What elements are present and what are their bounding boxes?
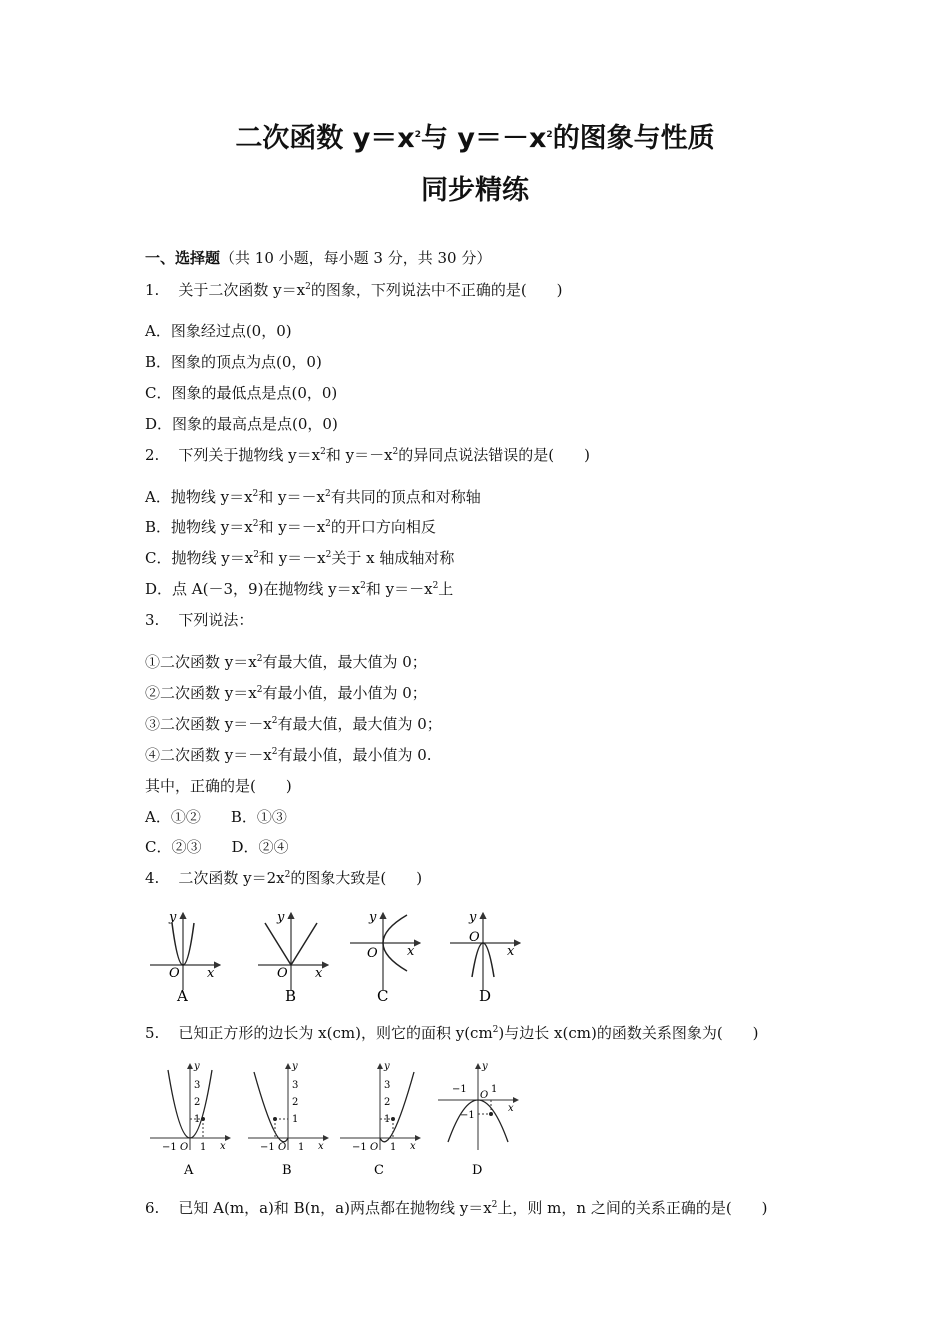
tick-label: −1: [260, 1142, 275, 1153]
statement-text: 有最大值，最大值为 0；: [277, 715, 442, 733]
sup: 2: [324, 489, 331, 499]
tick-label: −1: [452, 1084, 467, 1095]
section-label: 一、选择题: [145, 249, 221, 267]
question-3: [145, 609, 253, 630]
graph-label: C: [374, 1163, 384, 1178]
sup: 2: [325, 550, 332, 560]
tick-label: 1: [390, 1142, 397, 1153]
tick-label: 3: [194, 1080, 201, 1091]
statement-text: ④二次函数 y＝－x: [145, 746, 272, 764]
option-text: 上: [438, 580, 454, 598]
q1-option-b: B．图象的顶点为点(0，0): [145, 353, 322, 371]
q5-graph-d: [438, 1061, 518, 1178]
tick-label: −1: [162, 1142, 177, 1153]
sup: 2: [271, 747, 278, 757]
graph-label: A: [184, 1163, 194, 1178]
option-text: 和 y＝－x: [258, 549, 326, 567]
sup: 2: [414, 130, 421, 140]
q1-option-c: C．图象的最低点是点(0，0): [145, 384, 338, 402]
question-4: [145, 867, 422, 888]
tick-label: 1: [491, 1084, 498, 1095]
question-text: 的图象，下列说法中不正确的是( ): [310, 281, 563, 299]
option-text: D．点 A(－3，9)在抛物线 y＝x: [145, 580, 361, 598]
q3-statement-3: [145, 713, 442, 734]
question-text: 已知 A(m，a)和 B(n，a)两点都在抛物线 y＝x: [178, 1199, 492, 1217]
option-text: B．抛物线 y＝x: [145, 518, 253, 536]
q3-statement-1: [145, 651, 427, 672]
question-text: 的异同点说法错误的是( ): [398, 446, 590, 464]
question-text: 上，则 m，n 之间的关系正确的是( ): [497, 1199, 768, 1217]
q3-options-row-1: A．①② B．①③: [145, 808, 287, 826]
q5-graph-b: [248, 1061, 328, 1178]
option-text: 有共同的顶点和对称轴: [330, 488, 481, 506]
option-text: 的开口方向相反: [330, 518, 436, 536]
x-label: x: [315, 966, 323, 981]
origin-label: O: [370, 1142, 379, 1153]
question-number: 3.: [145, 611, 160, 629]
question-text: 和 y＝－x: [325, 446, 393, 464]
question-text: 已知正方形的边长为 x(cm)，则它的面积 y(cm: [178, 1024, 493, 1042]
tick-label: 2: [194, 1097, 201, 1108]
title-part: 与 y＝－x: [421, 123, 547, 154]
graph-label: C: [377, 987, 389, 1005]
x-label: x: [318, 1141, 324, 1152]
option-text: 和 y＝－x: [258, 518, 326, 536]
sup: 2: [320, 447, 326, 457]
sup: 2: [256, 654, 263, 664]
option-text: A．抛物线 y＝x: [145, 488, 253, 506]
tick-label: 2: [292, 1097, 299, 1108]
q2-option-b: [145, 516, 436, 537]
question-number: 2.: [145, 446, 160, 464]
y-label: y: [292, 1061, 298, 1072]
x-label: x: [507, 944, 515, 959]
question-text: 关于二次函数 y＝x: [178, 281, 306, 299]
question-number: 1.: [145, 281, 160, 299]
tick-label: 1: [298, 1142, 305, 1153]
x-label: x: [410, 1141, 416, 1152]
option-text: 关于 x 轴成轴对称: [331, 549, 455, 567]
point: [201, 1117, 205, 1121]
sup: 2: [305, 282, 311, 292]
statement-text: ②二次函数 y＝x: [145, 684, 257, 702]
statement-text: ①二次函数 y＝x: [145, 653, 257, 671]
x-label: x: [220, 1141, 226, 1152]
q4-graphs: [145, 905, 535, 1005]
x-label: x: [207, 966, 215, 981]
y-label: y: [277, 910, 285, 925]
graph-label: D: [472, 1163, 483, 1178]
statement-text: 有最小值，最小值为 0.: [277, 746, 432, 764]
sup: 2: [432, 581, 439, 591]
question-number: 6.: [145, 1199, 160, 1217]
sup: 2: [252, 489, 259, 499]
statement-text: 有最大值，最大值为 0；: [262, 653, 427, 671]
point: [489, 1112, 493, 1116]
tick-label: 3: [292, 1080, 299, 1091]
point: [391, 1117, 395, 1121]
sup: 2: [256, 685, 263, 695]
sup: 2: [253, 550, 259, 560]
x-label: x: [407, 944, 415, 959]
question-6: [145, 1197, 768, 1218]
y-label: y: [369, 910, 377, 925]
q4-graph-d: [450, 910, 520, 1005]
page-subtitle: 同步精练: [421, 175, 529, 206]
q5-graphs: [148, 1058, 538, 1183]
q2-option-c: [145, 547, 454, 568]
option-text: 和 y＝－x: [258, 488, 325, 506]
graph-label: D: [479, 987, 492, 1005]
option-text: C．抛物线 y＝x: [145, 549, 254, 567]
section-header: [145, 247, 491, 268]
sup: 2: [284, 870, 291, 880]
q3-options-row-2: C．②③ D．②④: [145, 838, 289, 856]
q4-graph-a: [150, 910, 220, 1005]
sup: 2: [546, 130, 553, 140]
page-title: [0, 116, 950, 155]
sup: 2: [252, 519, 259, 529]
origin-label: O: [469, 930, 480, 945]
question-text: 下列关于抛物线 y＝x: [178, 446, 321, 464]
question-text: 二次函数 y＝2x: [178, 869, 285, 887]
q3-statement-2: [145, 682, 427, 703]
q5-graph-a: [150, 1061, 230, 1178]
q4-graph-c: [350, 910, 420, 1005]
question-text: 的图象大致是( ): [290, 869, 423, 887]
tick-label: −1: [460, 1110, 475, 1121]
x-label: x: [508, 1103, 514, 1114]
graph-label: A: [177, 987, 188, 1005]
question-text: )与边长 x(cm)的函数关系图象为( ): [498, 1024, 759, 1042]
q3-statement-4: [145, 744, 432, 765]
graph-label: B: [285, 987, 297, 1005]
question-1: [145, 279, 563, 300]
q4-graph-b: [258, 910, 328, 1005]
title-part: 二次函数 y＝x: [235, 123, 415, 154]
q5-graph-c: [340, 1061, 420, 1178]
sup: 2: [271, 716, 278, 726]
graph-label: B: [282, 1163, 292, 1178]
y-label: y: [169, 910, 177, 925]
tick-label: −1: [352, 1142, 367, 1153]
y-label: y: [482, 1061, 488, 1072]
tick-label: 1: [292, 1114, 299, 1125]
q1-option-d: D．图象的最高点是点(0，0): [145, 415, 338, 433]
q2-option-d: [145, 578, 453, 599]
origin-label: O: [278, 1142, 287, 1153]
tick-label: 3: [384, 1080, 391, 1091]
sup: 2: [325, 519, 331, 529]
y-label: y: [469, 910, 477, 925]
q1-option-a: A．图象经过点(0，0): [145, 322, 292, 340]
origin-label: O: [367, 946, 378, 961]
section-note: （共 10 小题，每小题 3 分，共 30 分）: [220, 249, 492, 267]
q2-option-a: [145, 486, 481, 507]
tick-label: 1: [194, 1114, 201, 1125]
question-number: 5.: [145, 1024, 160, 1042]
q3-ask: 其中，正确的是( ): [145, 777, 292, 795]
sup: 2: [492, 1025, 499, 1035]
origin-label: O: [180, 1142, 189, 1153]
question-number: 4.: [145, 869, 160, 887]
sup: 2: [491, 1200, 498, 1210]
point: [273, 1117, 277, 1121]
statement-text: 有最小值，最小值为 0；: [262, 684, 427, 702]
origin-label: O: [480, 1090, 489, 1101]
sup: 2: [360, 581, 366, 591]
y-label: y: [384, 1061, 390, 1072]
half-parabola: [254, 1072, 288, 1142]
question-2: [145, 444, 590, 465]
y-label: y: [194, 1061, 200, 1072]
statement-text: ③二次函数 y＝－x: [145, 715, 272, 733]
origin-label: O: [277, 966, 288, 981]
title-part: 的图象与性质: [552, 123, 715, 154]
option-text: 和 y＝－x: [365, 580, 433, 598]
question-text: 下列说法：: [178, 611, 254, 629]
origin-label: O: [169, 966, 180, 981]
tick-label: 2: [384, 1097, 391, 1108]
tick-label: 1: [200, 1142, 207, 1153]
sup: 2: [392, 447, 399, 457]
tick-label: 1: [384, 1114, 391, 1125]
question-5: [145, 1022, 759, 1043]
